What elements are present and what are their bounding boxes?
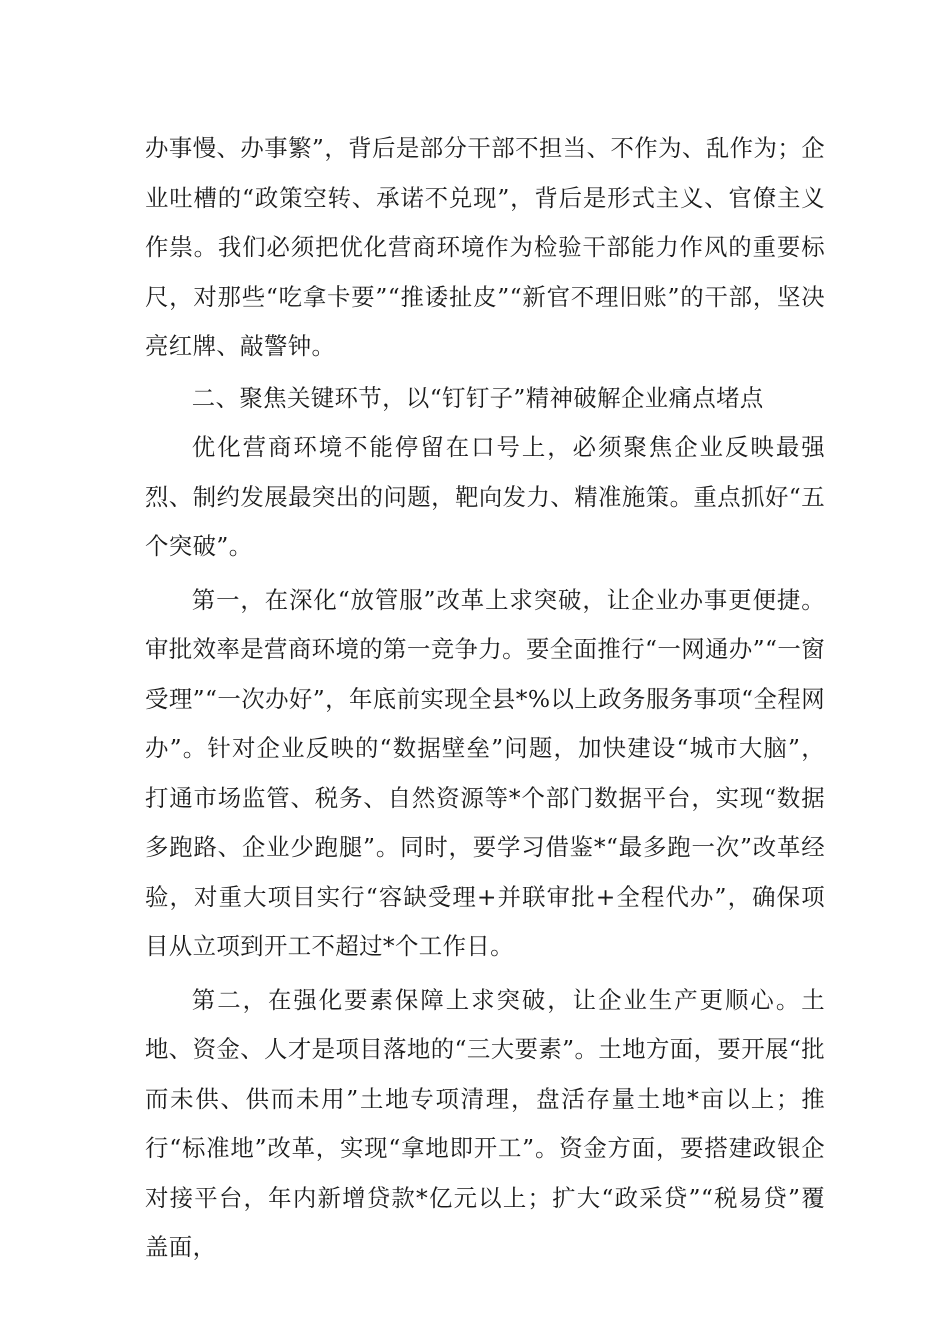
section-heading-2: 二、聚焦关键环节，以“钉钉子”精神破解企业痛点堵点	[191, 383, 764, 412]
paragraph-1: 办事慢、办事繁”，背后是部分干部不担当、不作为、乱作为；企业吐槽的“政策空转、承诺不兑现”，背后是形式主义、官僚主义作祟。我们必须把优化营商环境作为检验干部能力作风的重要标尺，对那些“吃拿卡要”“推诿扯皮”“新官不理旧账”的干部，坚决亮红牌、敲警钟。	[145, 134, 825, 360]
paragraph-3: 优化营商环境不能停留在口号上，必须聚焦企业反映最强烈、制约发展最突出的问题，靶向发力、精准施策。重点抓好“五个突破”。	[145, 433, 825, 560]
body-text	[145, 124, 825, 1273]
paragraph-5: 第二，在强化要素保障上求突破，让企业生产更顺心。土地、资金、人才是项目落地的“三大要素”。土地方面，要开展“批而未供、供而未用”土地专项清理，盘活存量土地*亩以上；推行“标准地”改革，实现“拿地即开工”。资金方面，要搭建政银企对接平台，年内新增贷款*亿元以上；扩大“政采贷”“税易贷”覆盖面，	[145, 985, 825, 1261]
paragraph-4: 第一，在深化“放管服”改革上求突破，让企业办事更便捷。审批效率是营商环境的第一竞争力。要全面推行“一网通办”“一窗受理”“一次办好”，年底前实现全县*%以上政务服务事项“全程网办”。针对企业反映的“数据壁垒”问题，加快建设“城市大脑”，打通市场监管、税务、自然资源等*个部门数据平台，实现“数据多跑路、企业少跑腿”。同时，要学习借鉴*“最多跑一次”改革经验，对重大项目实行“容缺受理+并联审批+全程代办”，确保项目从立项到开工不超过*个工作日。	[145, 585, 825, 960]
